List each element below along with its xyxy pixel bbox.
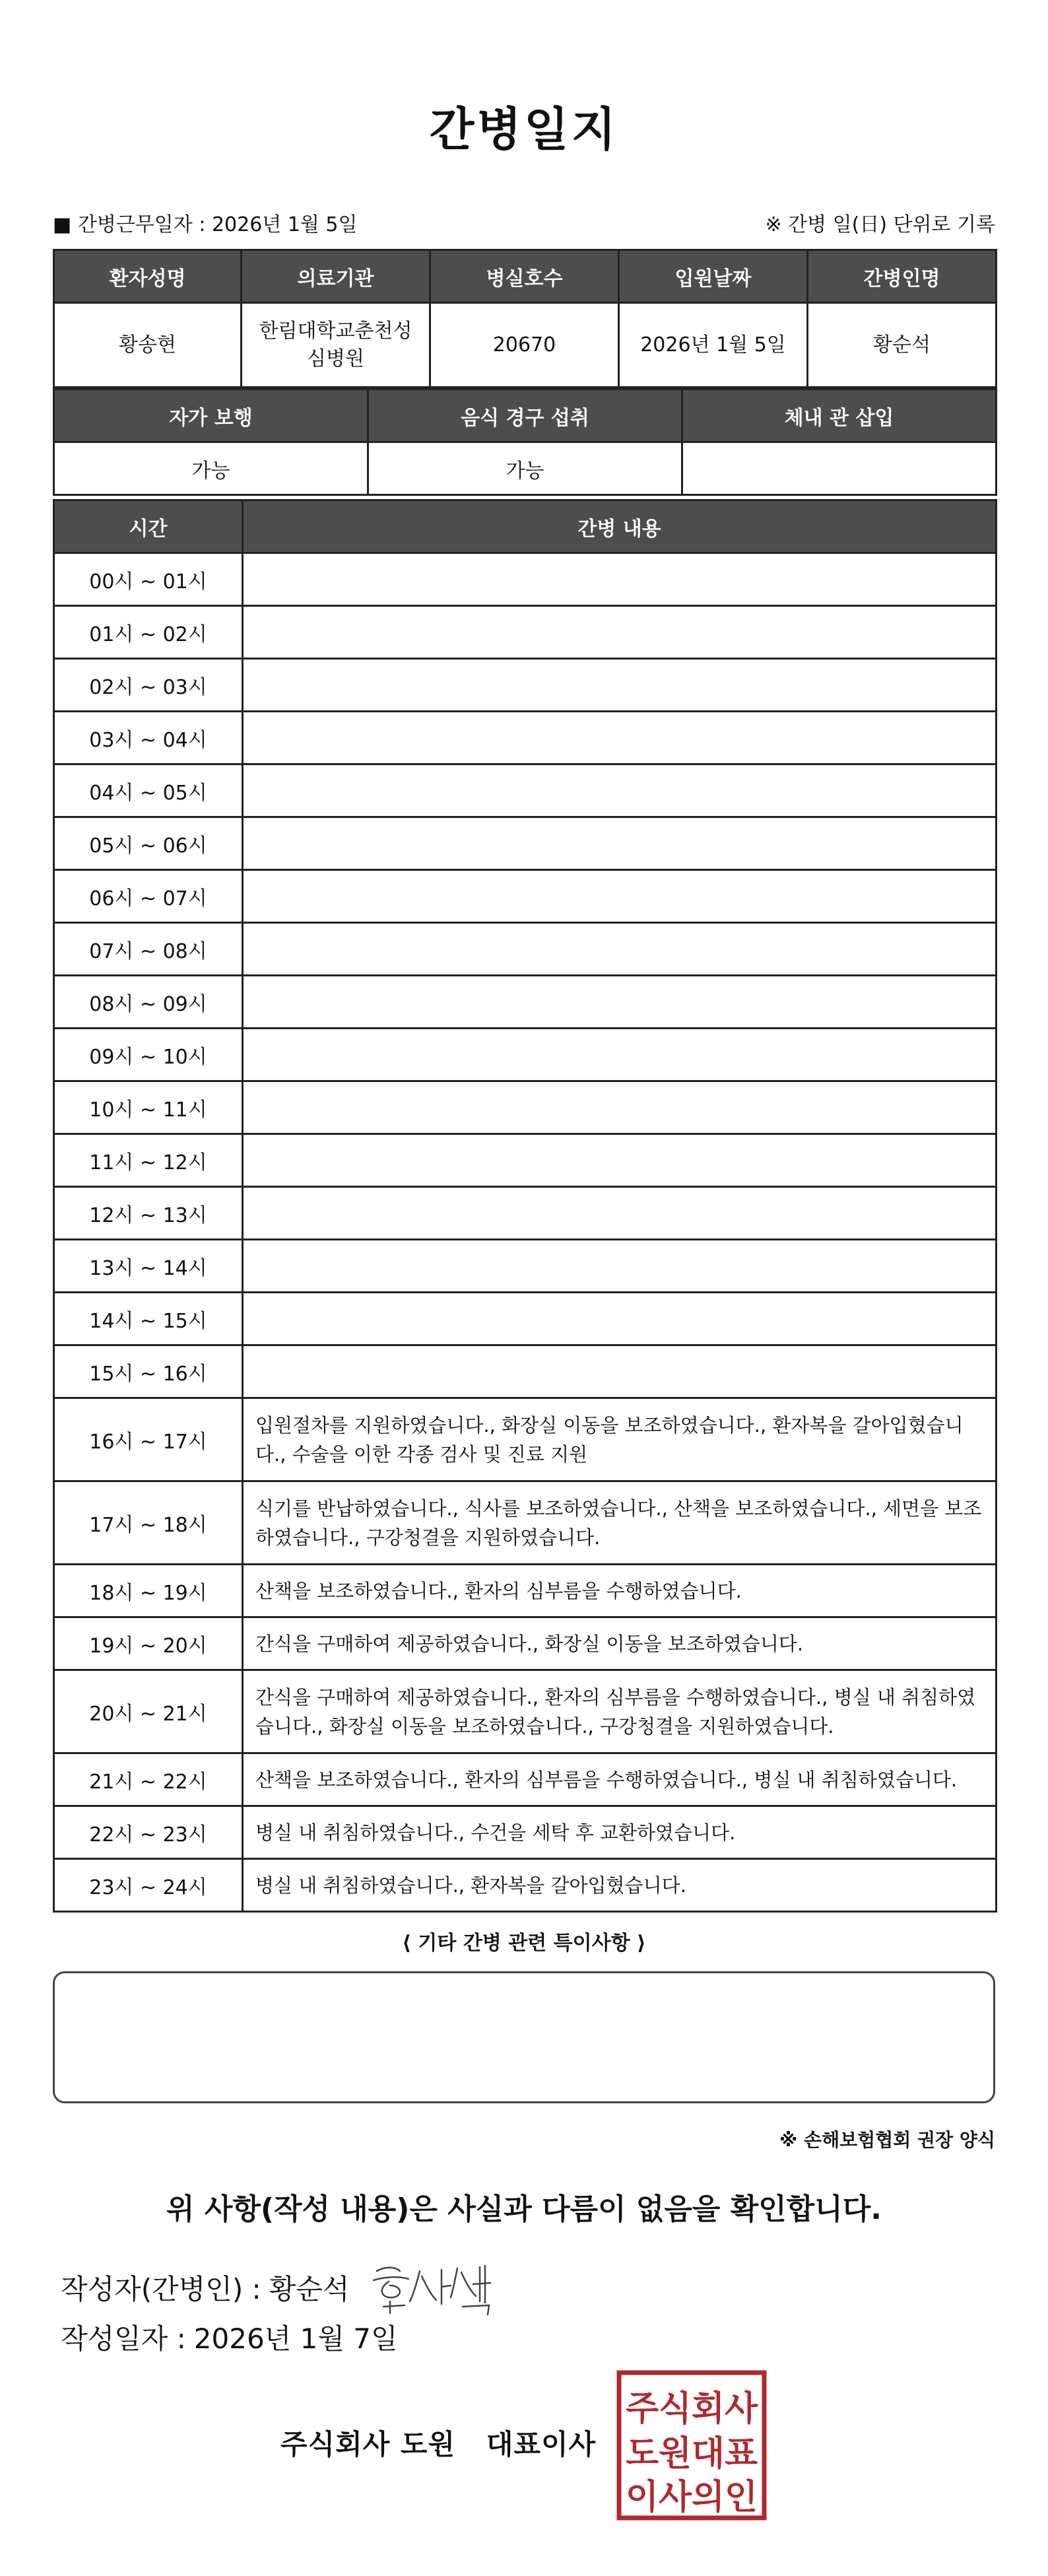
- tube-insertion-value: [682, 442, 997, 495]
- svg-text:도원대표: 도원대표: [626, 2434, 758, 2474]
- log-time-cell: 00시 ~ 01시: [54, 553, 243, 606]
- caregiver-name: 황순석: [808, 303, 997, 388]
- log-time-cell: 15시 ~ 16시: [54, 1345, 243, 1398]
- log-time-cell: 17시 ~ 18시: [54, 1481, 243, 1565]
- admission-date: 2026년 1월 5일: [619, 303, 808, 388]
- company-ceo-line: 주식회사 도원 대표이사: [280, 2428, 597, 2460]
- header-tube-insertion: 체내 관 삽입: [682, 390, 997, 442]
- log-content-cell: [243, 553, 997, 606]
- log-time-cell: 21시 ~ 22시: [54, 1753, 243, 1806]
- header-hospital: 의료기관: [242, 250, 430, 303]
- log-row: [54, 1398, 997, 1481]
- log-content-cell: [243, 1081, 997, 1134]
- unit-note: ※ 간병 일(日) 단위로 기록: [765, 213, 995, 236]
- log-time-cell: 05시 ~ 06시: [54, 817, 243, 870]
- log-content-cell: 간식을 구매하여 제공하였습니다., 화장실 이동을 보조하였습니다.: [243, 1617, 997, 1670]
- log-content-cell: [243, 1240, 997, 1293]
- svg-text:주식회사: 주식회사: [626, 2389, 758, 2429]
- log-time-cell: 02시 ~ 03시: [54, 659, 243, 712]
- log-row: [54, 923, 997, 976]
- work-date-label: ■ 간병근무일자 :: [53, 213, 206, 236]
- page-title: 간병일지: [429, 102, 619, 156]
- info-value-row: [54, 303, 997, 388]
- log-time-cell: 08시 ~ 09시: [54, 976, 243, 1029]
- log-time-cell: 14시 ~ 15시: [54, 1293, 243, 1345]
- log-row: [54, 606, 997, 659]
- remarks-box: [53, 1971, 995, 2103]
- log-time-cell: 18시 ~ 19시: [54, 1565, 243, 1617]
- log-time-cell: 03시 ~ 04시: [54, 712, 243, 764]
- company-seal-icon: [615, 2369, 768, 2522]
- log-content-cell: 식기를 반납하였습니다., 식사를 보조하였습니다., 산책을 보조하였습니다., 세면을 보조하였습니다., 구강청결을 지원하였습니다.: [243, 1481, 997, 1565]
- log-content-cell: 산책을 보조하였습니다., 환자의 심부름을 수행하였습니다.: [243, 1565, 997, 1617]
- self-walking-value: 가능: [54, 442, 368, 495]
- log-time-cell: 12시 ~ 13시: [54, 1187, 243, 1240]
- writer-line: [61, 2258, 509, 2317]
- log-row: [54, 1617, 997, 1670]
- work-date-value: 2026년 1월 5일: [211, 213, 358, 236]
- log-content-cell: [243, 870, 997, 923]
- header-patient-name: 환자성명: [54, 250, 242, 303]
- header-oral-intake: 음식 경구 섭취: [368, 390, 682, 442]
- log-content-cell: [243, 1345, 997, 1398]
- header-room-number: 병실호수: [430, 250, 619, 303]
- svg-text:이사의인: 이사의인: [626, 2478, 758, 2517]
- log-row: [54, 1081, 997, 1134]
- log-content-cell: 입원절차를 지원하였습니다., 화장실 이동을 보조하였습니다., 환자복을 갈아입혔습니다., 수술을 이한 각종 검사 및 진료 지원: [243, 1398, 997, 1481]
- written-date-value: 2026년 1월 7일: [193, 2322, 398, 2355]
- log-row: [54, 659, 997, 712]
- recommend-note: ※ 손해보험협회 권장 양식: [779, 2129, 995, 2151]
- log-row: [54, 1345, 997, 1398]
- log-content-cell: [243, 976, 997, 1029]
- log-row: [54, 1240, 997, 1293]
- oral-intake-value: 가능: [368, 442, 682, 495]
- log-time-cell: 22시 ~ 23시: [54, 1806, 243, 1859]
- log-row: [54, 1859, 997, 1912]
- log-content-cell: [243, 606, 997, 659]
- log-content-cell: [243, 923, 997, 976]
- log-row: [54, 1481, 997, 1565]
- log-content-cell: [243, 764, 997, 817]
- remarks-title: ⟨ 기타 간병 관련 특이사항 ⟩: [402, 1932, 646, 1955]
- header-self-walking: 자가 보행: [54, 390, 368, 442]
- log-time-cell: 20시 ~ 21시: [54, 1670, 243, 1753]
- log-row: [54, 1134, 997, 1187]
- log-row: [54, 1187, 997, 1240]
- log-row: [54, 1806, 997, 1859]
- log-content-cell: 산책을 보조하였습니다., 환자의 심부름을 수행하였습니다., 병실 내 취침하였습니다.: [243, 1753, 997, 1806]
- hourly-care-log-table: [53, 499, 997, 1913]
- log-header-row: [54, 500, 997, 553]
- log-time-cell: 01시 ~ 02시: [54, 606, 243, 659]
- log-row: [54, 1029, 997, 1081]
- log-row: [54, 1293, 997, 1345]
- log-content-cell: [243, 1029, 997, 1081]
- written-date-line: [61, 2317, 398, 2357]
- log-row: [54, 817, 997, 870]
- handwritten-signature: [364, 2258, 509, 2317]
- meta-row: [53, 206, 995, 239]
- log-content-cell: [243, 712, 997, 764]
- log-time-cell: 11시 ~ 12시: [54, 1134, 243, 1187]
- header-time: 시간: [54, 500, 243, 553]
- room-number: 20670: [430, 303, 619, 388]
- log-row: [54, 764, 997, 817]
- log-row: [54, 976, 997, 1029]
- log-content-cell: [243, 1134, 997, 1187]
- log-row: [54, 870, 997, 923]
- log-row: [54, 1753, 997, 1806]
- writer-name: 황순석: [269, 2273, 350, 2305]
- log-time-cell: 10시 ~ 11시: [54, 1081, 243, 1134]
- hospital-name: 한림대학교춘천성 심병원: [242, 303, 430, 388]
- header-care-content: 간병 내용: [243, 500, 997, 553]
- patient-name: 황송현: [54, 303, 242, 388]
- header-admission-date: 입원날짜: [619, 250, 808, 303]
- log-content-cell: [243, 659, 997, 712]
- log-row: [54, 712, 997, 764]
- log-time-cell: 19시 ~ 20시: [54, 1617, 243, 1670]
- confirm-statement: 위 사항(작성 내용)은 사실과 다름이 없음을 확인합니다.: [166, 2192, 882, 2226]
- log-content-cell: [243, 1293, 997, 1345]
- writer-label: 작성자(간병인) :: [61, 2273, 261, 2305]
- log-time-cell: 23시 ~ 24시: [54, 1859, 243, 1912]
- log-time-cell: 06시 ~ 07시: [54, 870, 243, 923]
- log-content-cell: 간식을 구매하여 제공하였습니다., 환자의 심부름을 수행하였습니다., 병실 내 취침하였습니다., 화장실 이동을 보조하였습니다., 구강청결을 지원하였습니다.: [243, 1670, 997, 1753]
- log-time-cell: 07시 ~ 08시: [54, 923, 243, 976]
- log-content-cell: [243, 817, 997, 870]
- header-caregiver-name: 간병인명: [808, 250, 997, 303]
- info-header-row: [54, 250, 997, 303]
- patient-ability-table: [53, 388, 997, 496]
- log-time-cell: 13시 ~ 14시: [54, 1240, 243, 1293]
- ability-value-row: [54, 442, 997, 495]
- log-row: [54, 1670, 997, 1753]
- patient-info-table: [53, 249, 997, 388]
- ability-header-row: [54, 390, 997, 442]
- log-row: [54, 1565, 997, 1617]
- log-content-cell: [243, 1187, 997, 1240]
- written-date-label: 작성일자 :: [61, 2322, 186, 2355]
- work-date: [53, 208, 358, 237]
- log-row: [54, 553, 997, 606]
- log-time-cell: 09시 ~ 10시: [54, 1029, 243, 1081]
- log-content-cell: 병실 내 취침하였습니다., 수건을 세탁 후 교환하였습니다.: [243, 1806, 997, 1859]
- log-time-cell: 04시 ~ 05시: [54, 764, 243, 817]
- log-content-cell: 병실 내 취침하였습니다., 환자복을 갈아입혔습니다.: [243, 1859, 997, 1912]
- log-time-cell: 16시 ~ 17시: [54, 1398, 243, 1481]
